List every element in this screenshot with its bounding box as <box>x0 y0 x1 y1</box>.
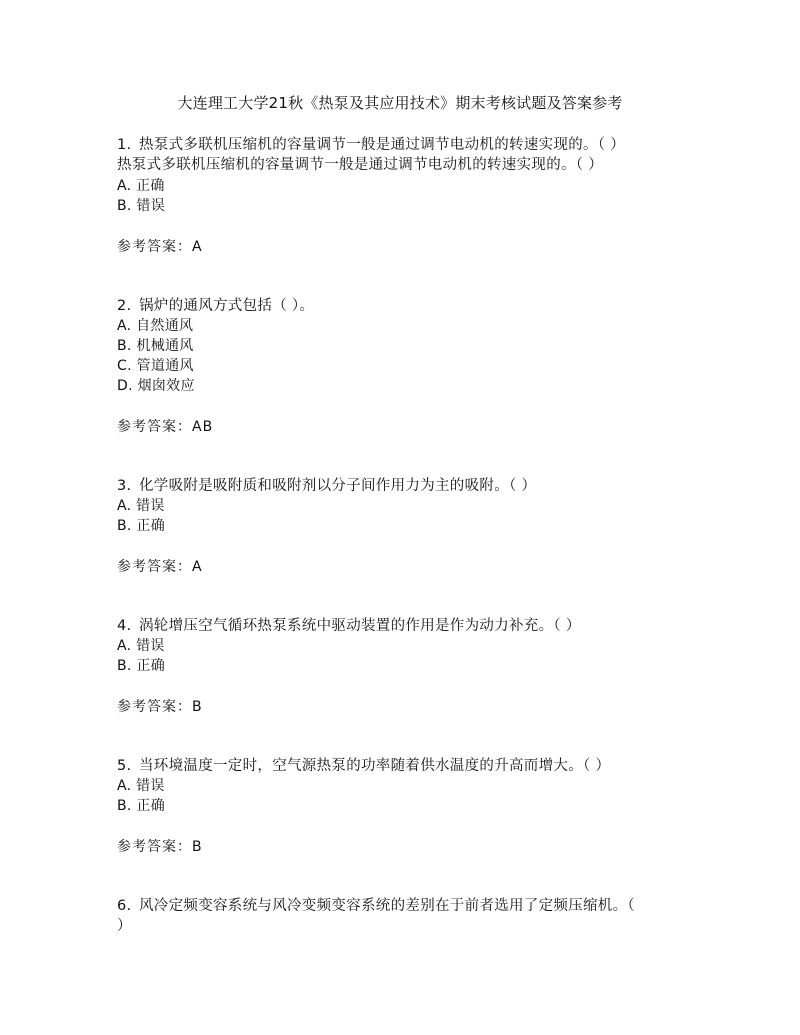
question-6-number: 6. <box>117 898 132 914</box>
question-1-option-a: A. 正确 <box>117 178 165 194</box>
question-3-stem <box>117 476 536 496</box>
question-3-option-b: B. 正确 <box>117 518 166 534</box>
question-5-number: 5. <box>117 758 132 774</box>
question-4-number: 4. <box>117 618 132 634</box>
question-6-stem-continued: ） <box>117 918 132 934</box>
question-6-text: 风冷定频变容系统与风冷变频变容系统的差别在于前者选用了定频压缩机。（ <box>139 898 635 914</box>
question-3-number: 3. <box>117 478 132 494</box>
question-4-option-b: B. 正确 <box>117 658 166 674</box>
answer-value: B <box>192 699 203 715</box>
answer-value: B <box>192 839 203 855</box>
question-1-stem <box>117 135 625 155</box>
answer-label: 参考答案： <box>117 239 192 255</box>
answer-label: 参考答案： <box>117 419 192 435</box>
answer-label: 参考答案： <box>117 699 192 715</box>
question-5-option-b: B. 正确 <box>117 798 166 814</box>
question-3-answer <box>117 557 203 577</box>
question-2-number: 2. <box>117 298 132 314</box>
document-title: 大连理工大学21秋《热泵及其应用技术》期末考核试题及答案参考 <box>177 94 623 112</box>
question-1-text: 热泵式多联机压缩机的容量调节一般是通过调节电动机的转速实现的。（ ） <box>139 137 626 153</box>
question-1-stem-repeat: 热泵式多联机压缩机的容量调节一般是通过调节电动机的转速实现的。（ ） <box>117 157 604 173</box>
answer-value: AB <box>192 419 214 435</box>
question-1-number: 1. <box>117 137 132 153</box>
question-2-option-c: C. 管道通风 <box>117 358 194 374</box>
question-3-text: 化学吸附是吸附质和吸附剂以分子间作用力为主的吸附。（ ） <box>139 478 537 494</box>
question-2-option-d: D. 烟囱效应 <box>117 378 195 394</box>
question-1-option-b: B. 错误 <box>117 198 166 214</box>
question-2-text: 锅炉的通风方式包括（ ）。 <box>139 298 315 314</box>
question-5-text: 当环境温度一定时，空气源热泵的功率随着供水温度的升高而增大。（ ） <box>139 758 611 774</box>
question-5-option-a: A. 错误 <box>117 778 165 794</box>
question-4-option-a: A. 错误 <box>117 638 165 654</box>
question-2-option-a: A. 自然通风 <box>117 318 194 334</box>
question-4-stem <box>117 616 581 636</box>
question-2-stem <box>117 296 314 316</box>
question-5-answer <box>117 837 203 857</box>
question-2-answer <box>117 417 213 437</box>
question-2-option-b: B. 机械通风 <box>117 338 194 354</box>
question-6-stem <box>117 896 635 916</box>
question-3-option-a: A. 错误 <box>117 498 165 514</box>
question-4-answer <box>117 697 203 717</box>
question-5-stem <box>117 756 610 776</box>
answer-label: 参考答案： <box>117 559 192 575</box>
answer-label: 参考答案： <box>117 839 192 855</box>
question-1-answer <box>117 237 203 257</box>
answer-value: A <box>192 559 203 575</box>
answer-value: A <box>192 239 203 255</box>
question-4-text: 涡轮增压空气循环热泵系统中驱动装置的作用是作为动力补充。（ ） <box>139 618 581 634</box>
